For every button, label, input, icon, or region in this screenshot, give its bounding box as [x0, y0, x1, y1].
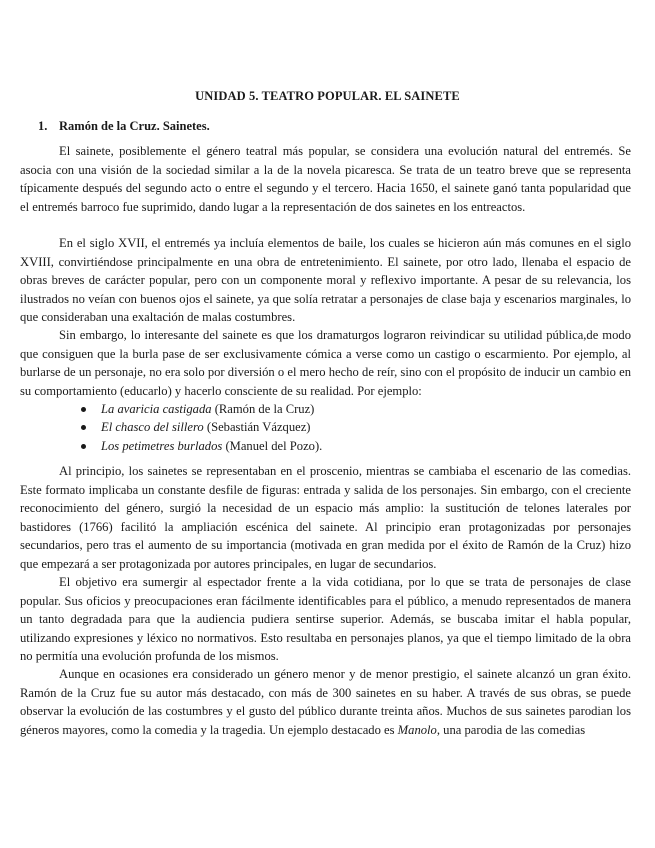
paragraph-6: [20, 665, 631, 739]
paragraph-2: En el siglo XVII, el entremés ya incluía elementos de baile, los cuales se hicieron aún más comunes en el siglo XVIII, convirtiéndose principalmente en una obra de entretenimiento. El sainete, por otro lado, llenaba el espacio de obras breves de carácter popular, pero con un componente moral y reflexivo importante. A pesar de su relevancia, los ilustrados no veían con buenos ojos el sainete, ya que solía retratar a personajes de clase baja y escenarios marginales, lo que consideraban una exaltación de malas costumbres.: [20, 236, 631, 325]
example-author: (Manuel del Pozo).: [225, 438, 323, 453]
paragraph-1: El sainete, posiblemente el género teatral más popular, se considera una evolución natural del entremés. Se asocia con una visión de la sociedad similar a la de la novela picaresca. Se trata de un teatro breve que se representa típicamente después del segundo acto o entre el segundo y el tercero. Hacia 1650, el sainete ganó tanta popularidad que el entremés barroco fue suprimido, dando lugar a la representación de dos sainetes en los entreactos.: [20, 144, 631, 214]
bullet-icon: [81, 444, 86, 449]
paragraph-5: El objetivo era sumergir al espectador frente a la vida cotidiana, por lo que se trata de personajes de clase popular. Sus oficios y preocupaciones eran fácilmente identificables para el público, a menudo representados de manera un tanto degradada para que la audiencia pudiera sentirse superior. Además, se buscaba imitar el habla popular, utilizando expresiones y léxico no normativos. Esto resultaba en personajes planos, ya que el tiempo limitado de la obra no permitía una evolución profunda de los mismos.: [20, 575, 631, 664]
example-author: (Sebastián Vázquez): [206, 420, 311, 435]
work-title-manolo: Manolo: [397, 722, 437, 737]
bullet-icon: [81, 407, 86, 412]
list-item: [77, 418, 322, 436]
bullet-icon: [81, 425, 86, 430]
example-title: La avaricia castigada: [101, 402, 212, 416]
section-number: 1.: [38, 119, 48, 133]
paragraph-4: Al principio, los sainetes se representaban en el proscenio, mientras se cambiaba el escenario de las comedias. Este formato implicaba un constante desfile de figuras: entrada y salida de los personajes. Sin embargo, con el creciente reconocimiento del género, surgió la necesidad de un espacio más amplio: la sustitución de telones laterales por bastidores (1766) facilitó la ampliación escénica del sainete. Al principio eran protagonizadas por personajes secundarios, pero tras el aumento de su importancia (motivada en gran medida por el éxito de Ramón de la Cruz) hizo que empezará a ser protagonizada por autores principales, en lugar de secundarios.: [20, 464, 631, 571]
examples-list: [77, 400, 322, 455]
section-title: Ramón de la Cruz. Sainetes.: [59, 119, 210, 133]
paragraph-6-text: Aunque en ocasiones era considerado un género menor y de menor prestigio, el sainete alcanzó un gran éxito. Ramón de la Cruz fue su autor más destacado, con más de 300 sainetes en su haber. A través de sus obras, se puede observar la evolución de las costumbres y el gusto del público durante treinta años. Muchos de sus sainetes parodian los géneros mayores, como la comedia y la tragedia. Un ejemplo destacado es: [20, 667, 631, 737]
paragraph-3: Sin embargo, lo interesante del sainete es que los dramaturgos lograron reivindicar su utilidad pública,de modo que consiguen que la burla pase de ser exclusivamente cómica a verse como un castigo o escarmiento. Por ejemplo, al burlarse de un personaje, no era solo por diversión o el mero hecho de reír, sino con el propósito de inducir un cambio en su comportamiento (educarlo) y hacerlo consciente de su realidad. Por ejemplo:: [20, 328, 631, 398]
example-title: Los petimetres burlados: [101, 438, 223, 453]
example-author: (Ramón de la Cruz): [214, 402, 315, 416]
paragraph-6-tail: , una parodia de las comedias: [436, 722, 586, 737]
list-item: [77, 400, 322, 418]
list-item: [77, 437, 322, 455]
example-title: El chasco del sillero: [101, 420, 204, 435]
page-title: UNIDAD 5. TEATRO POPULAR. EL SAINETE: [195, 89, 460, 103]
section-heading: [38, 119, 210, 134]
